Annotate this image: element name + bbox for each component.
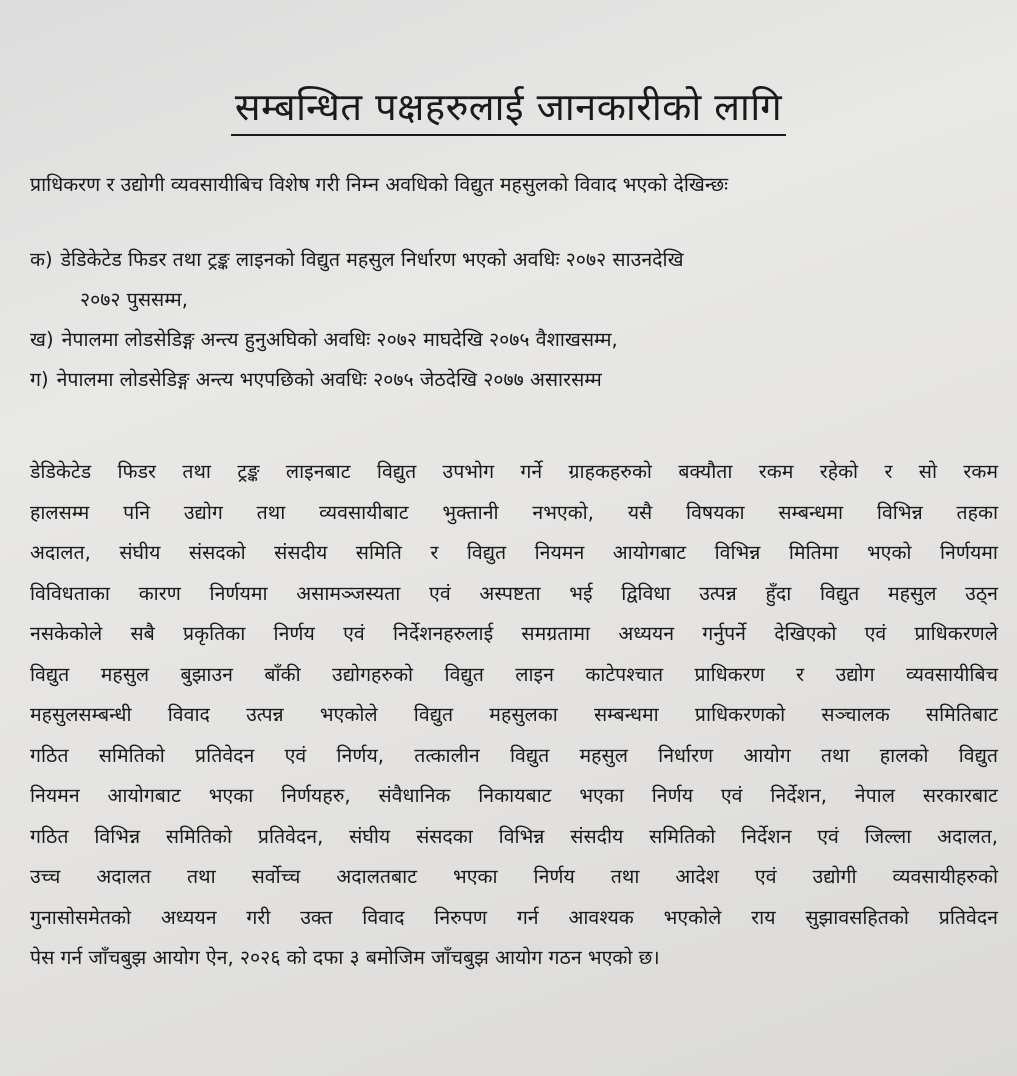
- paragraph-line: हालसम्म पनि उद्योग तथा व्यवसायीबाट भुक्तानी नभएको, यसै विषयका सम्बन्धमा विभिन्न तहका: [30, 500, 998, 524]
- paragraph-line: डेडिकेटेड फिडर तथा ट्रङ्क लाइनबाट विद्युत उपभोग गर्ने ग्राहकहरुको बक्यौता रकम रहेको र सो रकम: [30, 460, 998, 483]
- list-item-text: नेपालमा लोडसेडिङ्ग अन्त्य भएपछिको अवधिः २०७५ जेठदेखि २०७७ असारसम्म: [56, 368, 602, 391]
- list-item-text: नेपालमा लोडसेडिङ्ग अन्त्य हुनुअघिको अवधिः २०७२ माघदेखि २०७५ वैशाखसम्म,: [61, 328, 618, 351]
- body-paragraph: [30, 452, 998, 979]
- paragraph-line: गठित समितिको प्रतिवेदन एवं निर्णय, तत्कालीन विद्युत महसुल निर्धारण आयोग तथा हालको विद्युत: [30, 743, 998, 767]
- list-marker: ख): [30, 328, 54, 351]
- list-item-text: डेडिकेटेड फिडर तथा ट्रङ्क लाइनको विद्युत महसुल निर्धारण भएको अवधिः २०७२ साउनदेखि: [60, 248, 684, 271]
- paragraph-line: गुनासोसमेतको अध्ययन गरी उक्त विवाद निरुपण गर्न आवश्यक भएकोले राय सुझावसहितको प्रतिवेदन: [30, 905, 998, 929]
- list-item-continuation: २०७२ पुससम्म,: [80, 288, 188, 311]
- list-marker: क): [30, 248, 53, 271]
- title-container: [0, 82, 1017, 136]
- list-item: [30, 240, 1000, 320]
- paragraph-line: अदालत, संघीय संसदको संसदीय समिति र विद्युत नियमन आयोगबाट विभिन्न मितिमा भएको निर्णयमा: [30, 541, 998, 564]
- intro-text: प्राधिकरण र उद्योगी व्यवसायीबिच विशेष गरी निम्न अवधिको विद्युत महसुलको विवाद भएको देखिन्छः: [30, 173, 729, 196]
- list-marker: ग): [30, 368, 49, 391]
- paragraph-line: पेस गर्न जाँचबुझ आयोग ऐन, २०२६ को दफा ३ बमोजिम जाँचबुझ आयोग गठन भएको छ।: [30, 946, 660, 969]
- paragraph-line: गठित विभिन्न समितिको प्रतिवेदन, संघीय संसदका विभिन्न संसदीय समितिको निर्देशन एवं जिल्ला अदालत,: [30, 824, 998, 848]
- list-item: [30, 360, 1000, 400]
- list-item: [30, 320, 1000, 360]
- paragraph-line: विविधताका कारण निर्णयमा असामञ्जस्यता एवं अस्पष्टता भई द्विविधा उत्पन्न हुँदा विद्युत महसुल उठ्न: [30, 581, 998, 605]
- paragraph-line: नियमन आयोगबाट भएका निर्णयहरु, संवैधानिक निकायबाट भएका निर्णय एवं निर्देशन, नेपाल सरकारबाट: [30, 784, 998, 807]
- notice-title: सम्बन्धित पक्षहरुलाई जानकारीको लागि: [231, 82, 786, 136]
- paragraph-line: महसुलसम्बन्धी विवाद उत्पन्न भएकोले विद्युत महसुलका सम्बन्धमा प्राधिकरणको सञ्चालक समितिबाट: [30, 703, 998, 726]
- paragraph-line: नसकेकोले सबै प्रकृतिका निर्णय एवं निर्देशनहरुलाई समग्रतामा अध्ययन गर्नुपर्ने देखिएको एवं प्राधिकरणले: [30, 622, 998, 645]
- paragraph-line: विद्युत महसुल बुझाउन बाँकी उद्योगहरुको विद्युत लाइन काटेपश्चात प्राधिकरण र उद्योग व्यवसायीबिच: [30, 662, 998, 686]
- paragraph-line: उच्च अदालत तथा सर्वोच्च अदालतबाट भएका निर्णय तथा आदेश एवं उद्योगी व्यवसायीहरुको: [30, 865, 998, 888]
- period-list: [30, 240, 1000, 400]
